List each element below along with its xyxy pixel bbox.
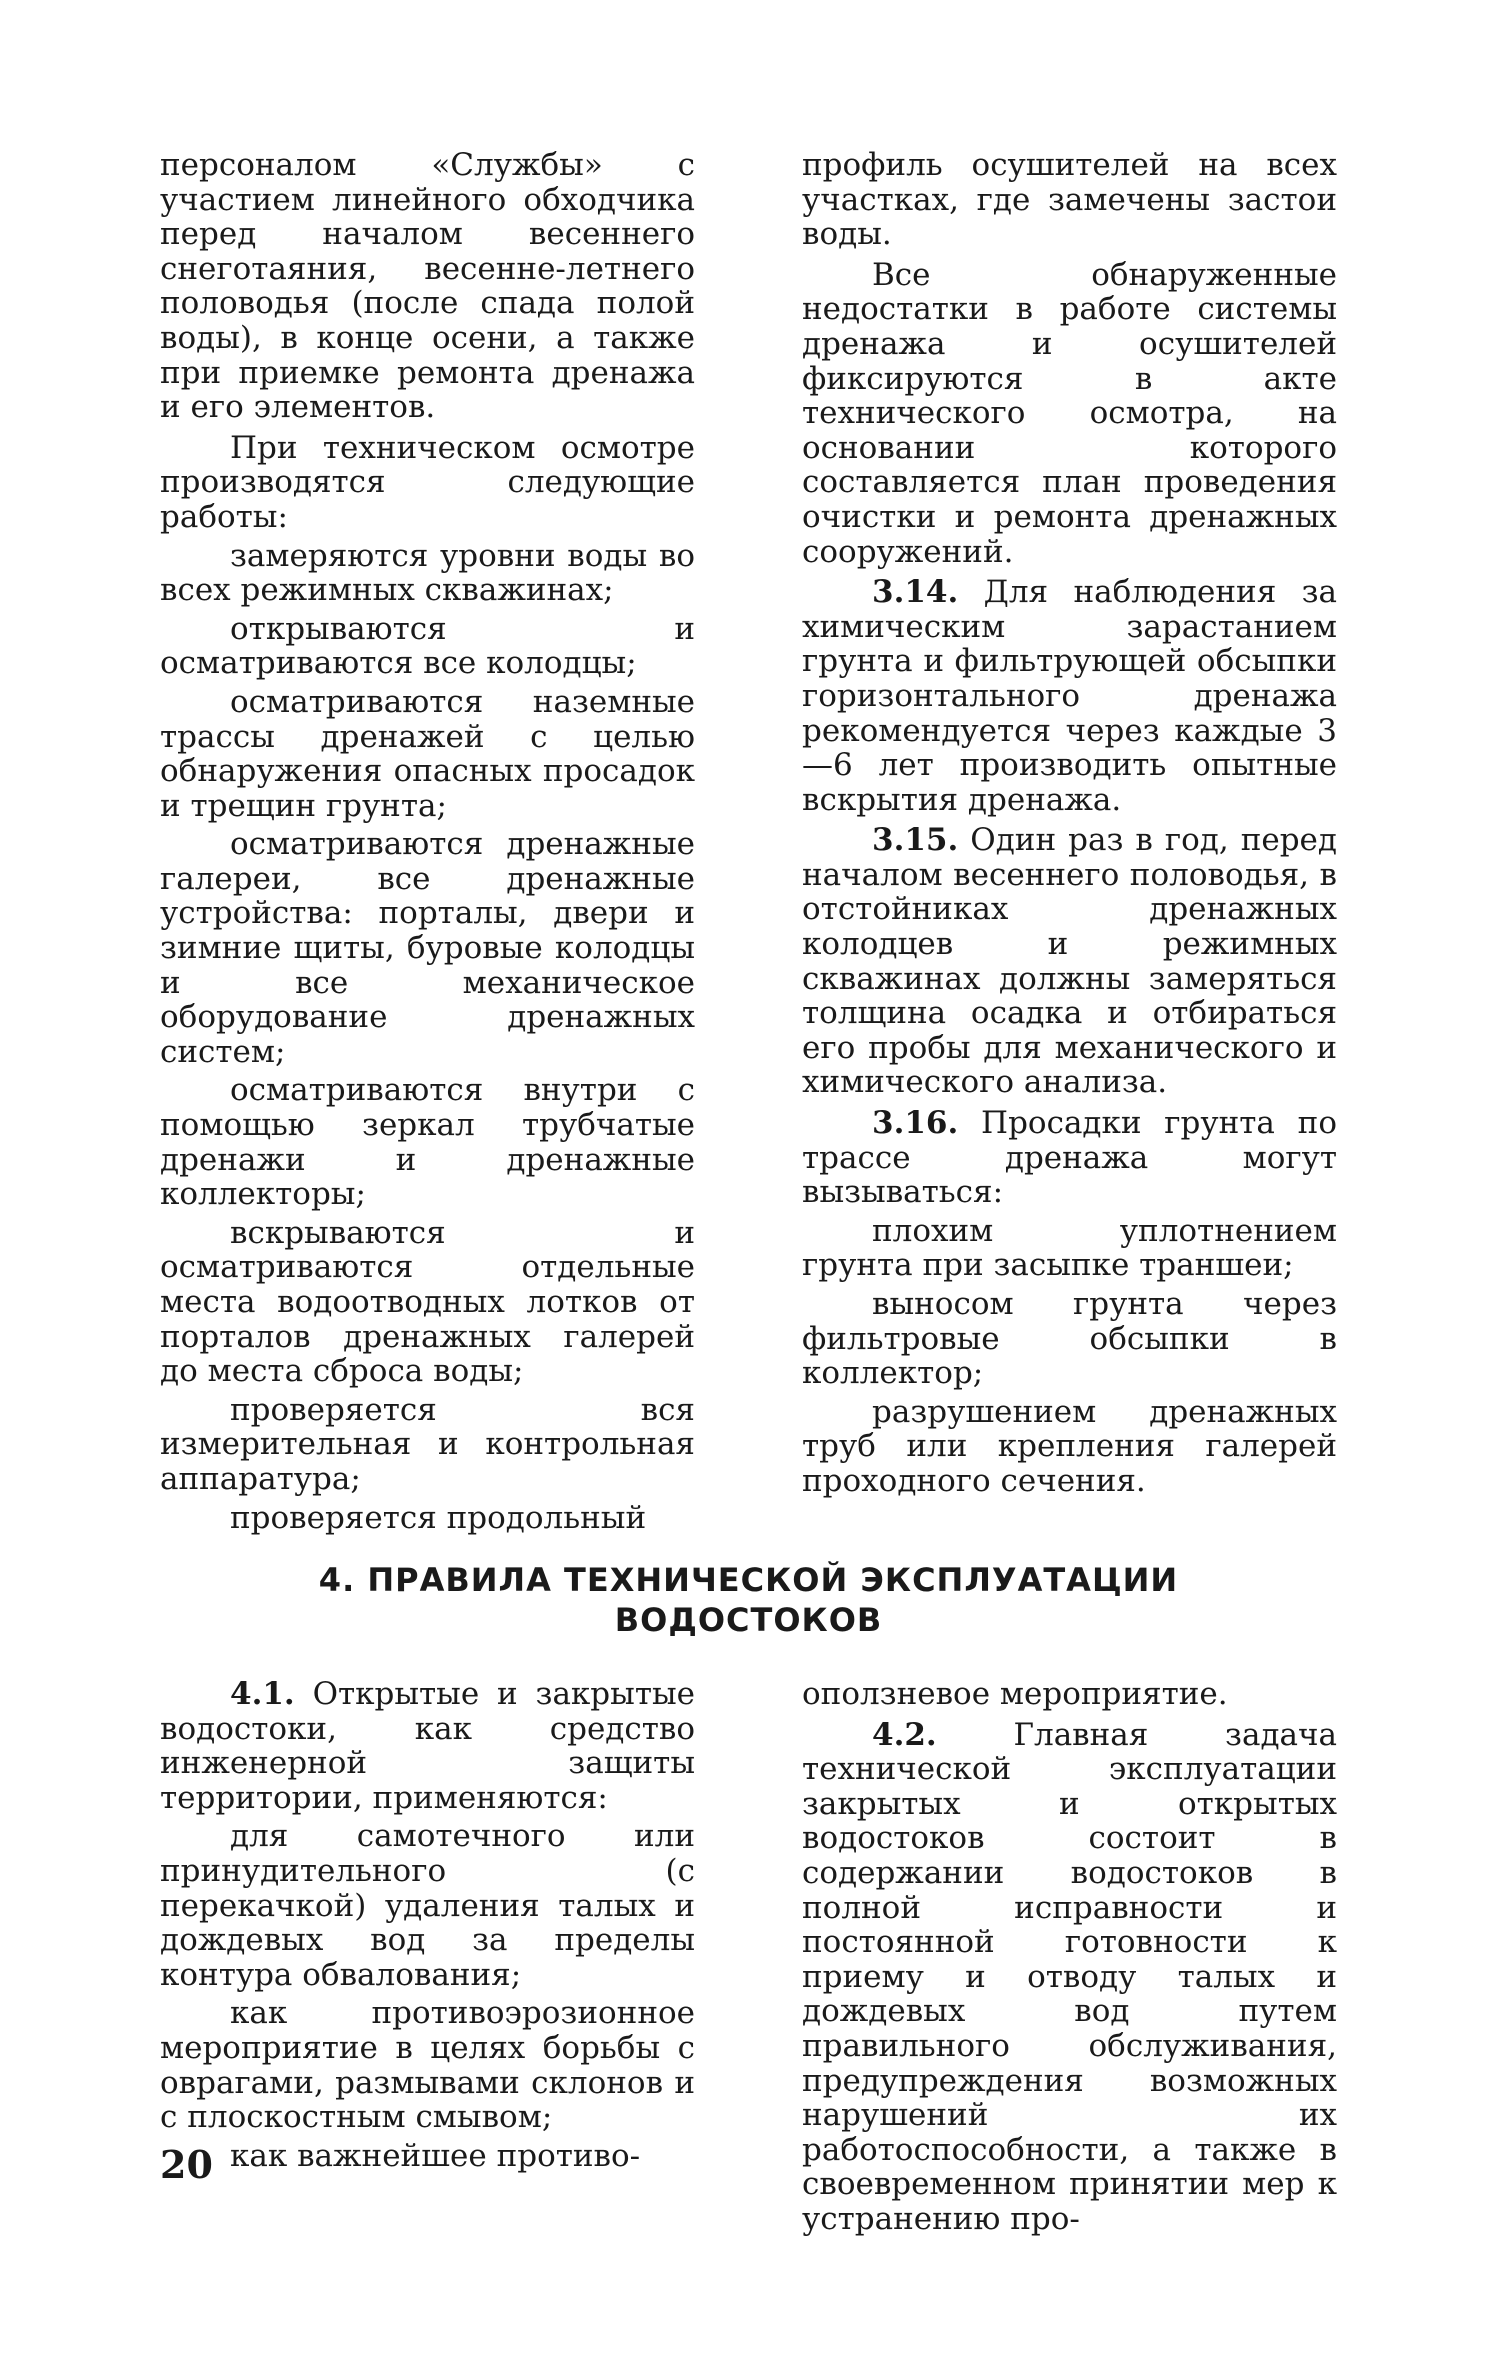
list-item: осматриваются наземные трассы дренажей с целью обнаружения опасных просадок и трещин грунта;: [160, 683, 695, 824]
paragraph: профиль осушителей на всех участках, где замечены застои воды.: [802, 147, 1337, 253]
list-item: проверяется продольный: [230, 1499, 647, 1536]
section-number: 3.15.: [872, 822, 959, 859]
section-3-16: [802, 1106, 1337, 1210]
list-item: разрушением дренажных труб или крепления галерей проходного сечения.: [802, 1393, 1337, 1499]
section-text: Для наблюдения за химическим зарастанием грунта и фильтрующей обсыпки горизонтального дренажа рекомендуется через каждые 3—6 лет производить опытные вскрытия дренажа.: [802, 574, 1337, 818]
section-3-14: [802, 575, 1337, 817]
list-item: замеряются уровни воды во всех режимных скважинах;: [160, 537, 695, 609]
section-3-15: [802, 823, 1337, 1100]
section-4-1: [160, 1677, 695, 1815]
list-item: осматриваются дренажные галереи, все дренажные устройства: порталы, двери и зимние щиты, буровые колодцы и все механическое оборудование дренажных систем;: [160, 826, 695, 1070]
section-number: 4.2.: [872, 1716, 937, 1753]
section-number: 3.16.: [872, 1105, 959, 1142]
column-top-left: [160, 148, 695, 1535]
section-number: 3.14.: [872, 574, 959, 611]
section-text: Главная задача технической эксплуатации закрытых и открытых водостоков состоит в содержании водостоков в полной исправности и постоянной готовности к приему и отводу талых и дождевых вод путем правильного обслуживания, предупреждения возможных нарушений их работоспособности, а также в своевременном принятии мер к устранению про-: [802, 1716, 1337, 2237]
paragraph: оползневое мероприятие.: [802, 1676, 1228, 1712]
column-bottom-right: [802, 1677, 1337, 2237]
list-item: как важнейшее противо-: [230, 2137, 641, 2174]
section-number: 4.1.: [230, 1676, 295, 1712]
list-item: для самотечного или принудительного (с перекачкой) удаления талых и дождевых вод за пределы контура обвалования;: [160, 1818, 695, 1993]
list-item: осматриваются внутри с помощью зеркал трубчатые дренажи и дренажные коллекторы;: [160, 1072, 695, 1213]
list-item: как противоэрозионное мероприятие в целях борьбы с оврагами, размывами склонов и с плоскостным смывом;: [160, 1995, 695, 2136]
section-text: Просадки грунта по трассе дренажа могут вызываться:: [802, 1105, 1337, 1211]
heading-line: ВОДОСТОКОВ: [614, 1601, 883, 1639]
paragraph: При техническом осмотре производятся следующие работы:: [160, 429, 695, 535]
column-bottom-left: [160, 1677, 695, 2173]
paragraph: Все обнаруженные недостатки в работе системы дренажа и осушителей фиксируются в акте технического осмотра, на основании которого составляется план проведения очистки и ремонта дренажных сооружений.: [802, 256, 1337, 570]
section-text: Открытые и закрытые водостоки, как средство инженерной защиты территории, применяются:: [160, 1676, 695, 1816]
section-4-2: [802, 1718, 1337, 2237]
list-item: открываются и осматриваются все колодцы;: [160, 610, 695, 682]
section-heading: [160, 1560, 1337, 1640]
paragraph: персоналом «Службы» с участием линейного обходчика перед началом весеннего снеготаяния, весенне-летнего половодья (после спада полой воды), в конце осени, а также при приемке ремонта дренажа и его элементов.: [160, 147, 695, 426]
column-top-right: [802, 148, 1337, 1499]
list-item: плохим уплотнением грунта при засыпке траншеи;: [802, 1212, 1337, 1284]
list-item: выносом грунта через фильтровые обсыпки в коллектор;: [802, 1286, 1337, 1392]
section-text: Один раз в год, перед началом весеннего половодья, в отстойниках дренажных колодцев и режимных скважинах должны замеряться толщина осадка и отбираться его пробы для механического и химического анализа.: [802, 822, 1337, 1101]
page-number: 20: [160, 2142, 213, 2187]
list-item: вскрываются и осматриваются отдельные места водоотводных лотков от порталов дренажных галерей до места сброса воды;: [160, 1214, 695, 1390]
list-item: проверяется вся измерительная и контрольная аппаратура;: [160, 1391, 695, 1497]
heading-line: 4. ПРАВИЛА ТЕХНИЧЕСКОЙ ЭКСПЛУАТАЦИИ: [318, 1561, 1179, 1599]
